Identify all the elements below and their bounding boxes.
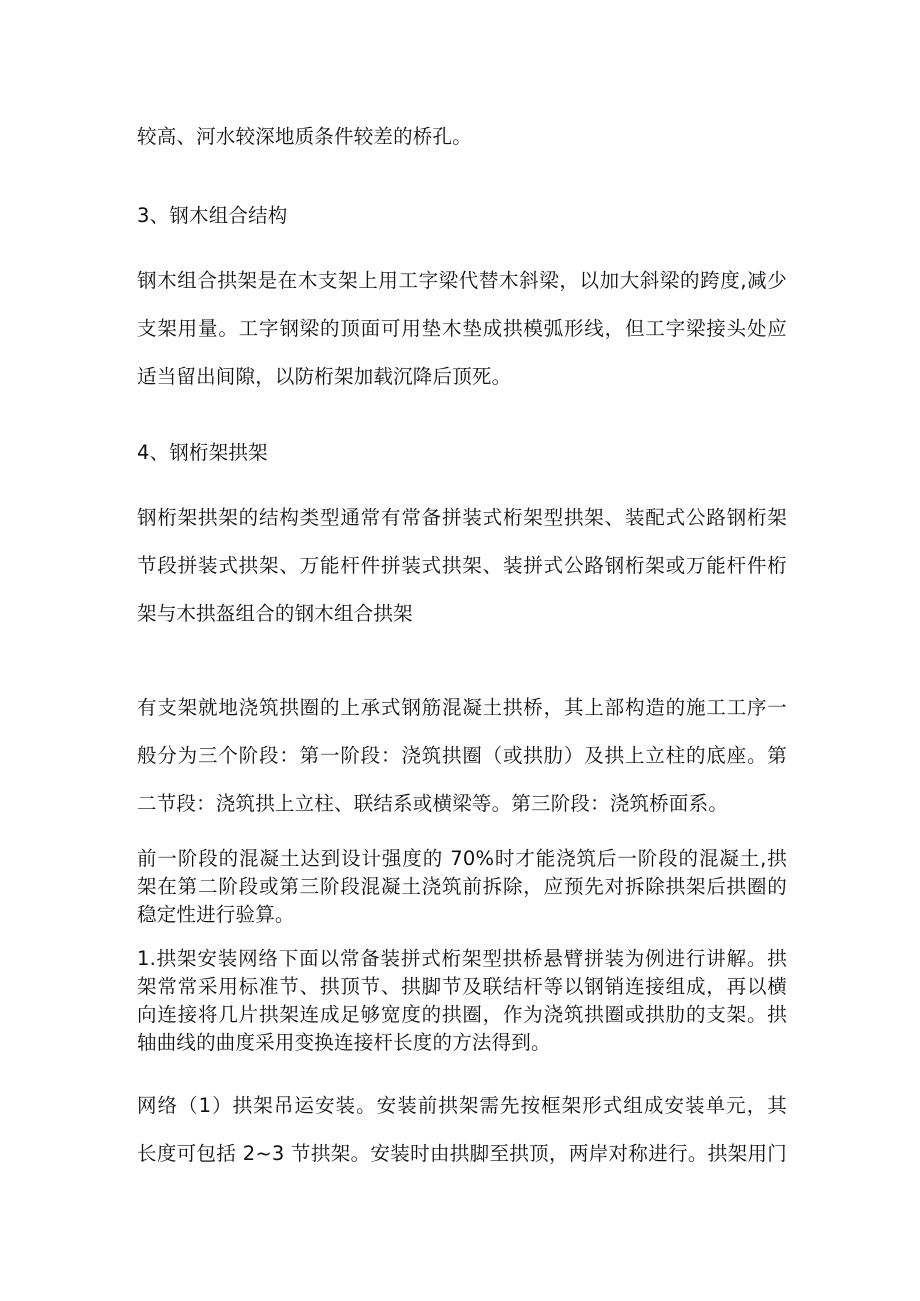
paragraph-line: 前一阶段的混凝土达到设计强度的 70%时才能浇筑后一阶段的混凝土,拱 [137, 847, 787, 870]
paragraph-line: 节段拼装式拱架、万能杆件拼装式拱架、装拼式公路钢桁架或万能杆件桁 [137, 554, 787, 577]
paragraph-line: 稳定性进行验算。 [137, 903, 295, 926]
paragraph-line: 网络（1）拱架吊运安装。安装前拱架需先按框架形式组成安装单元，其 [137, 1094, 787, 1117]
paragraph-line: 较高、河水较深地质条件较差的桥孔。 [137, 125, 472, 148]
paragraph-line: 有支架就地浇筑拱圈的上承式钢筋混凝土拱桥，其上部构造的施工工序一 [137, 696, 787, 719]
paragraph-line: 架与木拱盔组合的钢木组合拱架 [137, 602, 413, 625]
paragraph-line: 架在第二阶段或第三阶段混凝土浇筑前拆除，应预先对拆除拱架后拱圈的 [137, 875, 787, 898]
paragraph-line: 向连接将几片拱架连成足够宽度的拱圈，作为浇筑拱圈或拱肋的支架。拱 [137, 1003, 787, 1026]
paragraph-line: 支架用量。工字钢梁的顶面可用垫木垫成拱模弧形线，但工字梁接头处应 [137, 317, 787, 340]
paragraph-line: 架常常采用标准节、拱顶节、拱脚节及联结杆等以钢销连接组成，再以横 [137, 975, 787, 998]
paragraph-line: 二节段：浇筑拱上立柱、联结系或横梁等。第三阶段：浇筑桥面系。 [137, 792, 729, 815]
paragraph-line: 轴曲线的曲度采用变换连接杆长度的方法得到。 [137, 1031, 551, 1054]
paragraph-line: 1.拱架安装网络下面以常备装拼式桁架型拱桥悬臂拼装为例进行讲解。拱 [137, 947, 787, 970]
paragraph-line: 钢桁架拱架的结构类型通常有常备拼装式桁架型拱架、装配式公路钢桁架 [137, 506, 787, 529]
section-heading: 4、钢桁架拱架 [137, 441, 268, 464]
paragraph-line: 钢木组合拱架是在木支架上用工字梁代替木斜梁，以加大斜梁的跨度,减少 [137, 269, 787, 292]
paragraph-line: 适当留出间隙，以防桁架加载沉降后顶死。 [137, 365, 512, 388]
section-heading: 3、钢木组合结构 [137, 204, 288, 227]
paragraph-line: 般分为三个阶段：第一阶段：浇筑拱圈（或拱肋）及拱上立柱的底座。第 [137, 744, 787, 767]
paragraph-line: 长度可包括 2~3 节拱架。安装时由拱脚至拱顶，两岸对称进行。拱架用门 [137, 1142, 787, 1165]
